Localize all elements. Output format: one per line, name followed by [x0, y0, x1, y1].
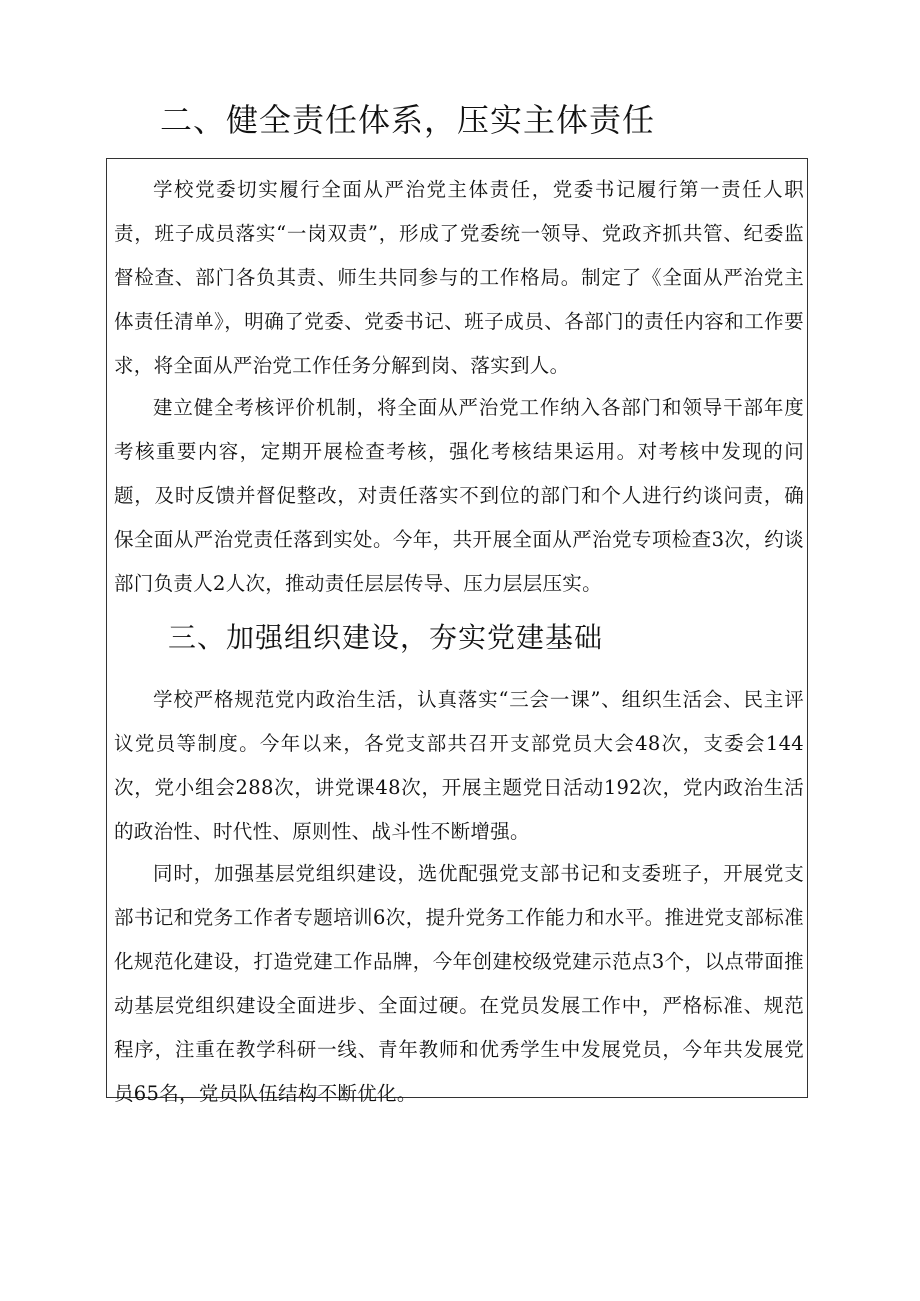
section-3-heading: 三、加强组织建设，夯实党建基础	[168, 621, 604, 654]
paragraph-political-life: 学校严格规范党内政治生活，认真落实“三会一课”、组织生活会、民主评议党员等制度。今年以来，各党支部共召开支部党员大会48次，支委会144次，党小组会288次，讲党课48次，开展主题党日活动192次，党内政治生活的政治性、时代性、原则性、战斗性不断增强。	[114, 688, 804, 843]
paragraph-responsibility: 学校党委切实履行全面从严治党主体责任，党委书记履行第一责任人职责，班子成员落实“一岗双责”，形成了党委统一领导、党政齐抓共管、纪委监督检查、部门各负其责、师生共同参与的工作格局。制定了《全面从严治党主体责任清单》，明确了党委、党委书记、班子成员、各部门的责任内容和工作要求，将全面从严治党工作任务分解到岗、落实到人。	[114, 178, 804, 377]
section-2-heading: 二、健全责任体系，压实主体责任	[160, 101, 656, 139]
paragraph-assessment: 建立健全考核评价机制，将全面从严治党工作纳入各部门和领导干部年度考核重要内容，定期开展检查考核，强化考核结果运用。对考核中发现的问题，及时反馈并督促整改，对责任落实不到位的部门和个人进行约谈问责，确保全面从严治党责任落到实处。今年，共开展全面从严治党专项检查3次，约谈部门负责人2人次，推动责任层层传导、压力层层压实。	[114, 396, 804, 595]
paragraph-grassroots-organization: 同时，加强基层党组织建设，选优配强党支部书记和支委班子，开展党支部书记和党务工作者专题培训6次，提升党务工作能力和水平。推进党支部标准化规范化建设，打造党建工作品牌，今年创建校级党建示范点3个，以点带面推动基层党组织建设全面进步、全面过硬。在党员发展工作中，严格标准、规范程序，注重在教学科研一线、青年教师和优秀学生中发展党员，今年共发展党员65名，党员队伍结构不断优化。	[114, 862, 804, 1105]
